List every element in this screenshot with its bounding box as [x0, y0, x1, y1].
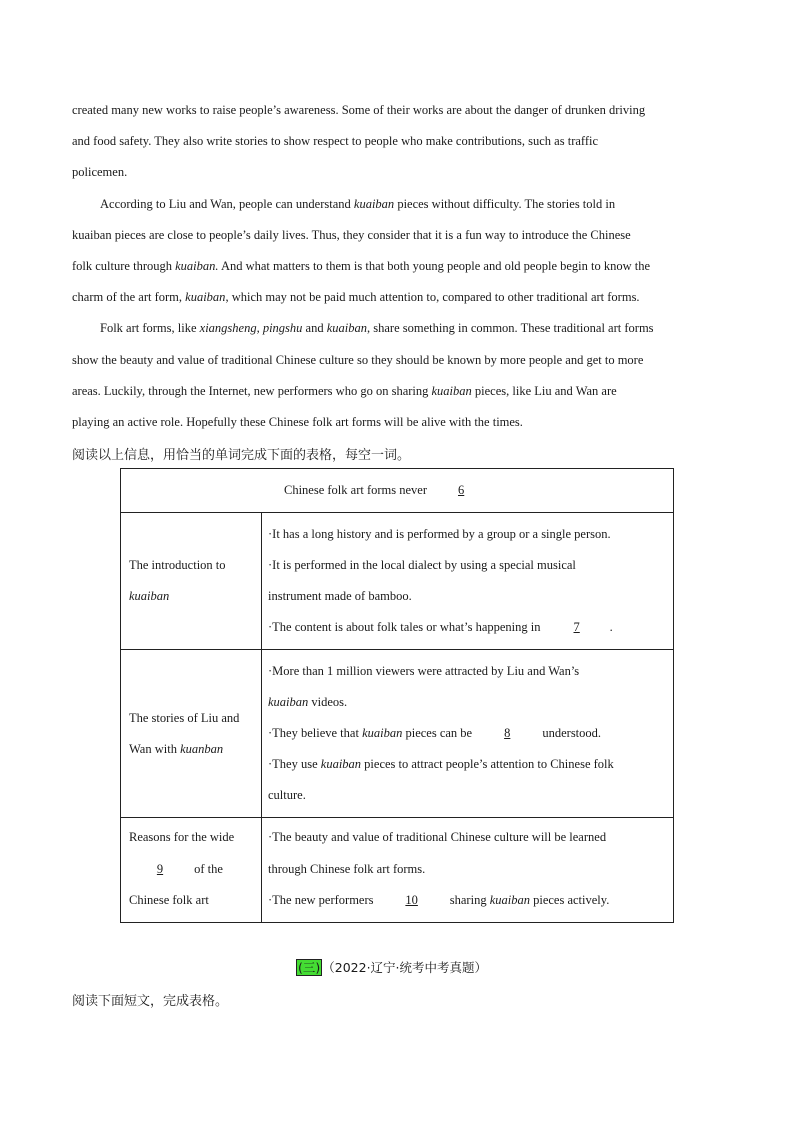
- row-content-cell: ·The beauty and value of traditional Chinese culture will be learned through Chinese folk art forms. ·The new performers 10 sharing kuaiban pieces actively.: [262, 818, 674, 923]
- row-label-cell: The introduction to kuaiban: [121, 513, 262, 650]
- passage-line: and food safety. They also write stories to show respect to people who make contributions, such as traffic: [72, 134, 599, 148]
- table-title-cell: Chinese folk art forms never 6: [121, 469, 674, 513]
- table-row: [121, 818, 674, 923]
- blank-7[interactable]: 7: [573, 620, 580, 634]
- instruction-2: 阅读下面短文，完成表格。: [72, 994, 229, 1009]
- passage-line: Folk art forms, like xiangsheng, pingshu and kuaiban, share something in common. These traditional art forms: [100, 321, 654, 335]
- passage-line: According to Liu and Wan, people can understand kuaiban pieces without difficulty. The stories told in: [100, 197, 616, 211]
- section-number: (三): [298, 960, 321, 975]
- row-label-cell: The stories of Liu and Wan with kuanban: [121, 650, 262, 818]
- table-row: [121, 469, 674, 513]
- passage-line: policemen.: [72, 165, 128, 179]
- passage-line: areas. Luckily, through the Internet, new performers who go on sharing kuaiban pieces, like Liu and Wan are: [72, 384, 617, 398]
- blank-9[interactable]: 9: [156, 862, 164, 876]
- passage-line: folk culture through kuaiban. And what matters to them is that both young people and old people begin to know the: [72, 259, 651, 273]
- table-row: [121, 513, 674, 650]
- passage-line: kuaiban pieces are close to people’s daily lives. Thus, they consider that it is a fun way to introduce the Chinese: [72, 228, 631, 242]
- passage-line: show the beauty and value of traditional Chinese culture so they should be known by more people and get to more: [72, 353, 644, 367]
- passage-line: playing an active role. Hopefully these Chinese folk art forms will be alive with the times.: [72, 415, 523, 429]
- section-source: （2022·辽宁·统考中考真题）: [322, 960, 488, 975]
- table-row: [121, 650, 674, 818]
- blank-6[interactable]: 6: [458, 483, 465, 497]
- row-content-cell: ·It has a long history and is performed by a group or a single person. ·It is performed in the local dialect by using a special musical instrument made of bamboo. ·The content is about folk tales or what’s happening in 7 .: [262, 513, 674, 650]
- blank-8[interactable]: 8: [504, 726, 511, 740]
- blank-10[interactable]: 10: [405, 893, 418, 907]
- row-label-cell: Reasons for the wide 9 of the Chinese folk art: [121, 818, 262, 923]
- section-heading: [296, 958, 487, 976]
- passage-line: charm of the art form, kuaiban, which may not be paid much attention to, compared to other traditional art forms.: [72, 290, 640, 304]
- answer-table: [120, 468, 674, 923]
- row-content-cell: ·More than 1 million viewers were attracted by Liu and Wan’s kuaiban videos. ·They believe that kuaiban pieces can be 8 understood. ·They use kuaiban pieces to attract people’s attention to Chinese folk culture.: [262, 650, 674, 818]
- instruction: 阅读以上信息，用恰当的单词完成下面的表格，每空一词。: [72, 448, 411, 463]
- passage-line: created many new works to raise people’s awareness. Some of their works are about the danger of drunken driving: [72, 103, 646, 117]
